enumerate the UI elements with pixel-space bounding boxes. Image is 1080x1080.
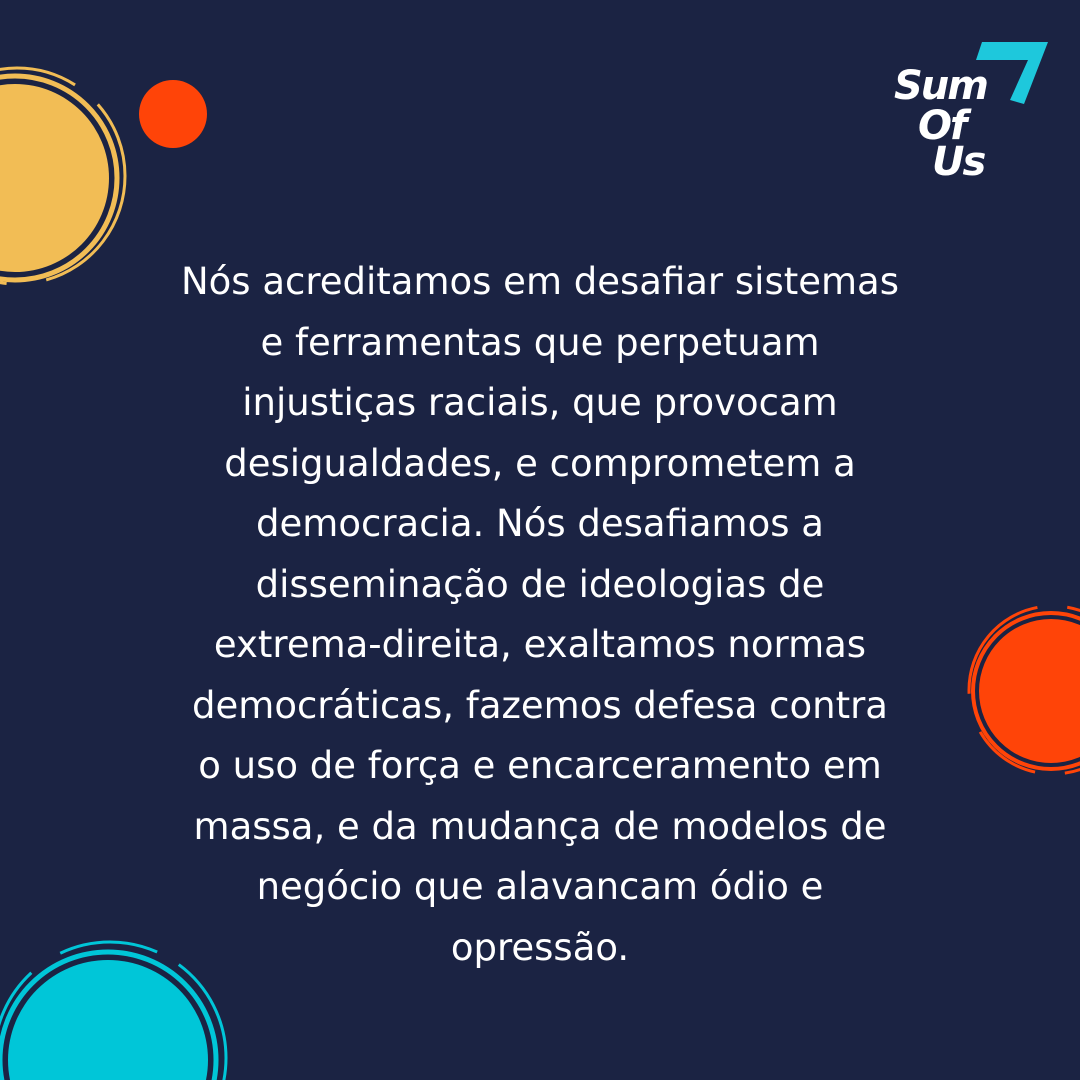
logo-word-us: Us [932, 139, 985, 185]
logo-word-sum: Sum [894, 63, 987, 109]
logo-word-of: Of [918, 103, 966, 149]
statement-line: massa, e da mudança de modelos de [193, 804, 887, 848]
statement-line: o uso de força e encarceramento em [198, 744, 882, 787]
orange-brush-circle [969, 606, 1080, 774]
statement-line: desigualdades, e comprometem a [224, 441, 856, 485]
orange-dot [139, 80, 207, 148]
statement-line: democracia. Nós desafiamos a [256, 502, 824, 545]
statement-line: extrema-direita, exaltamos normas [213, 623, 867, 666]
statement-line: e ferramentas que perpetuam [260, 320, 820, 364]
statement-line: negócio que alavancam ódio e [256, 865, 824, 908]
statement-line: opressão. [450, 925, 630, 969]
sumofus-logo [880, 36, 1060, 186]
logo-seven-mark-icon [976, 38, 1050, 108]
statement-text [100, 252, 980, 978]
statement-line: injustiças raciais, que provocam [242, 381, 838, 424]
statement-line: disseminação de ideologias de [255, 562, 825, 606]
statement-line: Nós acreditamos em desafiar sistemas [180, 260, 899, 303]
statement-line: democráticas, fazemos defesa contra [192, 683, 888, 727]
